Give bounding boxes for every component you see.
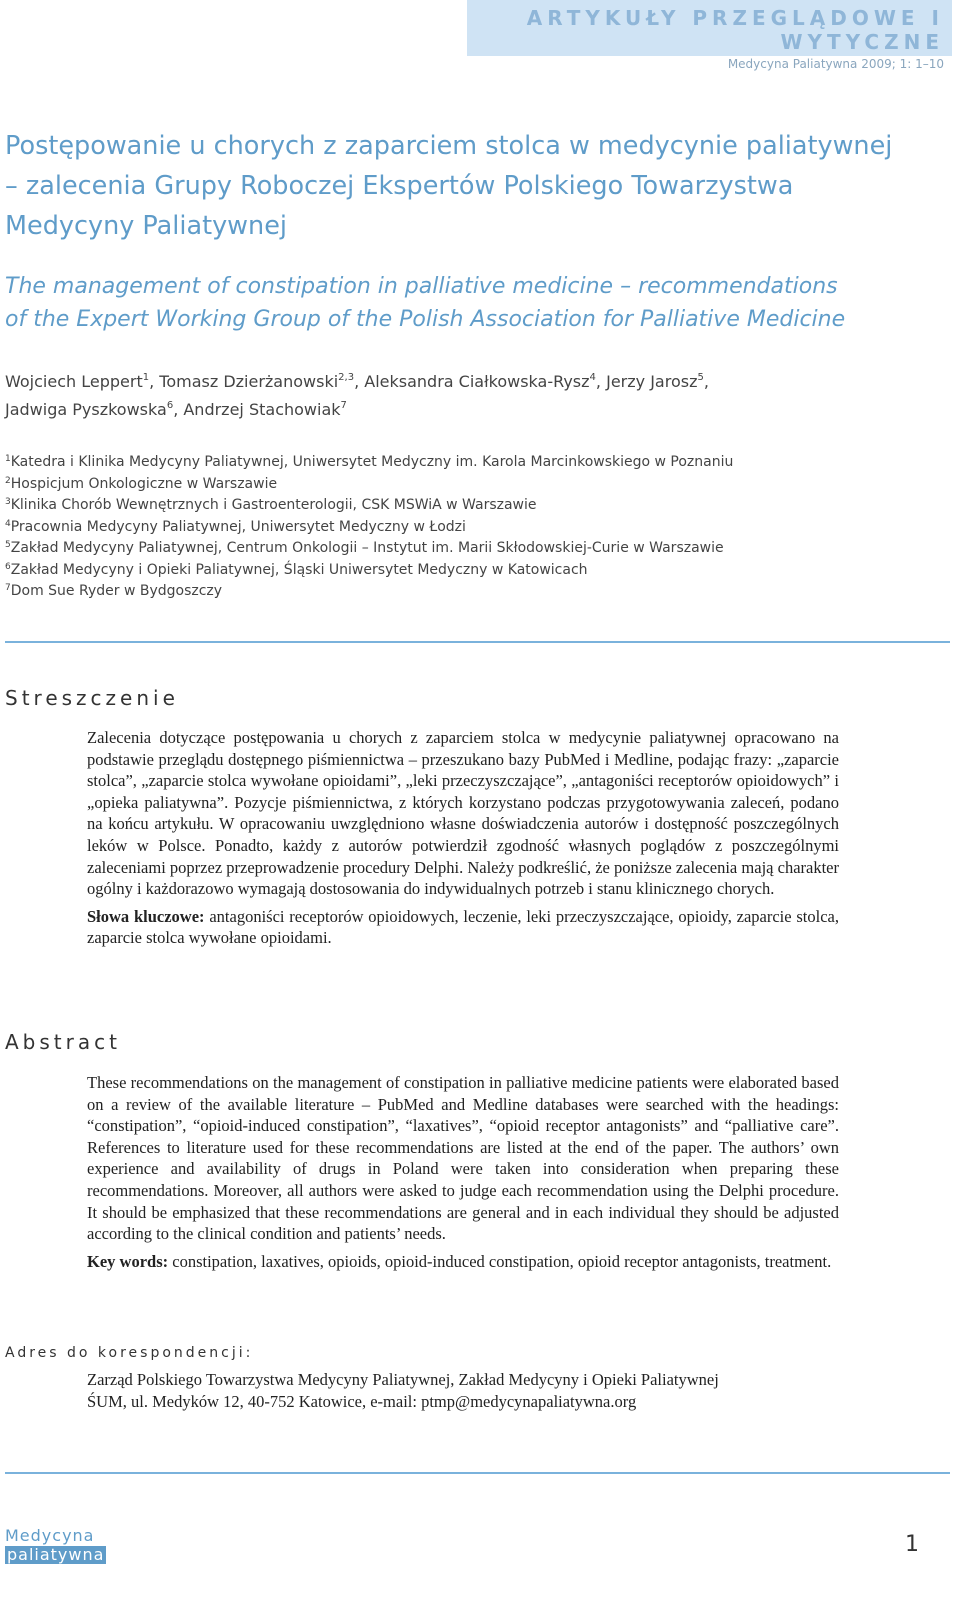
- separator: ,: [595, 372, 607, 391]
- affiliation-item: [5, 560, 950, 582]
- author-line: [5, 368, 950, 396]
- title-polish-line: – zalecenia Grupy Roboczej Ekspertów Polskiego Towarzystwa: [5, 171, 794, 201]
- affiliation-number: 3: [5, 497, 11, 507]
- abstract-heading: Abstract: [5, 1030, 121, 1054]
- title-polish: [5, 126, 950, 246]
- author-affiliation-mark: 7: [340, 400, 347, 411]
- author-list: [5, 368, 950, 424]
- keywords-label: Key words:: [87, 1251, 169, 1271]
- affiliation-text: Hospicjum Onkologiczne w Warszawie: [10, 475, 278, 492]
- affiliation-number: 5: [5, 540, 11, 550]
- affiliation-text: Dom Sue Ryder w Bydgoszczy: [10, 583, 223, 599]
- correspondence-address: [87, 1369, 917, 1413]
- affiliation-list: [5, 452, 950, 603]
- affiliation-number: 6: [5, 561, 11, 572]
- affiliation-item: [5, 581, 950, 603]
- logo-text-top: Medycyna: [5, 1526, 95, 1545]
- logo-text-bottom: paliatywna: [7, 1545, 105, 1564]
- abstract-body: [87, 1072, 839, 1272]
- title-english: [5, 270, 950, 336]
- author-name: Andrzej Stachowiak: [183, 400, 341, 419]
- separator: ,: [173, 400, 184, 419]
- correspondence-heading: Adres do korespondencji:: [5, 1345, 254, 1361]
- page-number: 1: [905, 1532, 919, 1557]
- author-affiliation-mark: 6: [166, 400, 174, 411]
- streszczenie-heading: Streszczenie: [5, 686, 179, 710]
- streszczenie-text: Zalecenia dotyczące postępowania u chorych z zaparciem stolca w medycynie paliatywnej opracowano na podstawie przeglądu dostępnego piśmiennictwa – przeszukano bazy PubMed i Medline, podając frazy: „zaparcie stolca”, „zaparcie stolca wywołane opioidami”, „leki przeczyszczające”, „antagoniści receptorów opioidowych” i „opieka paliatywna”. Pozycje piśmiennictwa, z których korzystano podczas przygotowywania zaleceń, podano na końcu artykułu. W opracowaniu uwzględniono własne doświadczenia autorów i dostępność poszczególnych leków w Polsce. Ponadto, każdy z autorów potwierdził zgodność własnych poglądów z poszczególnymi zaleceniami poprzez przeprowadzenie procedury Delphi. Należy podkreślić, że poniższe zalecenia mają charakter ogólny i każdorazowo wymagają dostosowania do indywidualnych potrzeb i stanu klinicznego chorych.: [87, 728, 839, 899]
- author-affiliation-mark: 4: [589, 372, 596, 383]
- correspondence-line: ŚUM, ul. Medyków 12, 40-752 Katowice, e-mail: ptmp@medycynapaliatywna.org: [87, 1392, 637, 1411]
- journal-logo: [5, 1527, 106, 1564]
- affiliation-number: 2: [5, 475, 11, 486]
- divider-top: [5, 641, 950, 643]
- author-affiliation-mark: 2,3: [338, 372, 355, 383]
- streszczenie-keywords: [87, 906, 839, 949]
- section-label: ARTYKUŁY PRZEGLĄDOWE I WYTYCZNE: [526, 6, 944, 54]
- title-polish-line: Medycyny Paliatywnej: [5, 211, 287, 241]
- affiliation-text: Klinika Chorób Wewnętrznych i Gastroenterologii, CSK MSWiA w Warszawie: [10, 497, 537, 513]
- separator: ,: [703, 372, 709, 391]
- streszczenie-body: [87, 727, 839, 949]
- affiliation-number: 1: [5, 454, 11, 464]
- divider-bottom: [5, 1472, 950, 1474]
- affiliation-item: [5, 517, 950, 539]
- author-line: [5, 396, 950, 424]
- author-name: Tomasz Dzierżanowski: [159, 372, 339, 391]
- affiliation-text: Pracownia Medycyny Paliatywnej, Uniwersytet Medyczny w Łodzi: [10, 518, 466, 535]
- keywords-text: antagoniści receptorów opioidowych, leczenie, leki przeczyszczające, opioidy, zaparcie stolca, zaparcie stolca wywołane opioidami.: [87, 906, 839, 948]
- journal-reference: Medycyna Paliatywna 2009; 1: 1–10: [727, 57, 944, 71]
- author-affiliation-mark: 5: [697, 372, 704, 383]
- author-affiliation-mark: 1: [142, 372, 150, 383]
- title-english-line: of the Expert Working Group of the Polish Association for Palliative Medicine: [5, 307, 846, 332]
- affiliation-item: [5, 452, 950, 474]
- keywords-text: constipation, laxatives, opioids, opioid-induced constipation, opioid receptor antagonists, treatment.: [168, 1251, 832, 1271]
- author-name: Jadwiga Pyszkowska: [5, 400, 167, 419]
- affiliation-number: 4: [5, 518, 11, 529]
- separator: ,: [354, 372, 365, 391]
- abstract-keywords: [87, 1251, 839, 1273]
- author-name: Jerzy Jarosz: [606, 372, 698, 391]
- affiliation-number: 7: [5, 583, 11, 593]
- title-english-line: The management of constipation in palliative medicine – recommendations: [5, 274, 838, 299]
- author-name: Wojciech Leppert: [5, 372, 143, 391]
- header-banner: [467, 0, 952, 71]
- title-polish-line: Postępowanie u chorych z zaparciem stolca w medycynie paliatywnej: [5, 131, 893, 161]
- affiliation-text: Katedra i Klinika Medycyny Paliatywnej, Uniwersytet Medyczny im. Karola Marcinkowskiego w Poznaniu: [10, 454, 734, 470]
- keywords-label: Słowa kluczowe:: [87, 906, 205, 926]
- author-name: Aleksandra Ciałkowska-Rysz: [364, 372, 590, 391]
- affiliation-item: [5, 474, 950, 496]
- correspondence-line: Zarząd Polskiego Towarzystwa Medycyny Paliatywnej, Zakład Medycyny i Opieki Paliatywnej: [87, 1370, 719, 1389]
- affiliation-item: [5, 538, 950, 560]
- separator: ,: [149, 372, 160, 391]
- affiliation-text: Zakład Medycyny Paliatywnej, Centrum Onkologii – Instytut im. Marii Skłodowskiej-Curie w Warszawie: [10, 540, 724, 556]
- affiliation-text: Zakład Medycyny i Opieki Paliatywnej, Śląski Uniwersytet Medyczny w Katowicach: [10, 561, 588, 578]
- abstract-text: These recommendations on the management of constipation in palliative medicine patients were elaborated based on a review of the available literature – PubMed and Medline databases were searched with the headings: “constipation”, “opioid-induced constipation”, “laxatives”, “opioid receptor antagonists” and “palliative care”. References to literature used for these recommendations are listed at the end of the paper. The authors’ own experience and availability of drugs in Poland were taken into consideration when preparing these recommendations. Moreover, all authors were asked to judge each recommendation using the Delphi procedure. It should be emphasized that these recommendations are general and in each individual they should be adjusted according to the clinical condition and patients’ needs.: [87, 1073, 839, 1244]
- affiliation-item: [5, 495, 950, 517]
